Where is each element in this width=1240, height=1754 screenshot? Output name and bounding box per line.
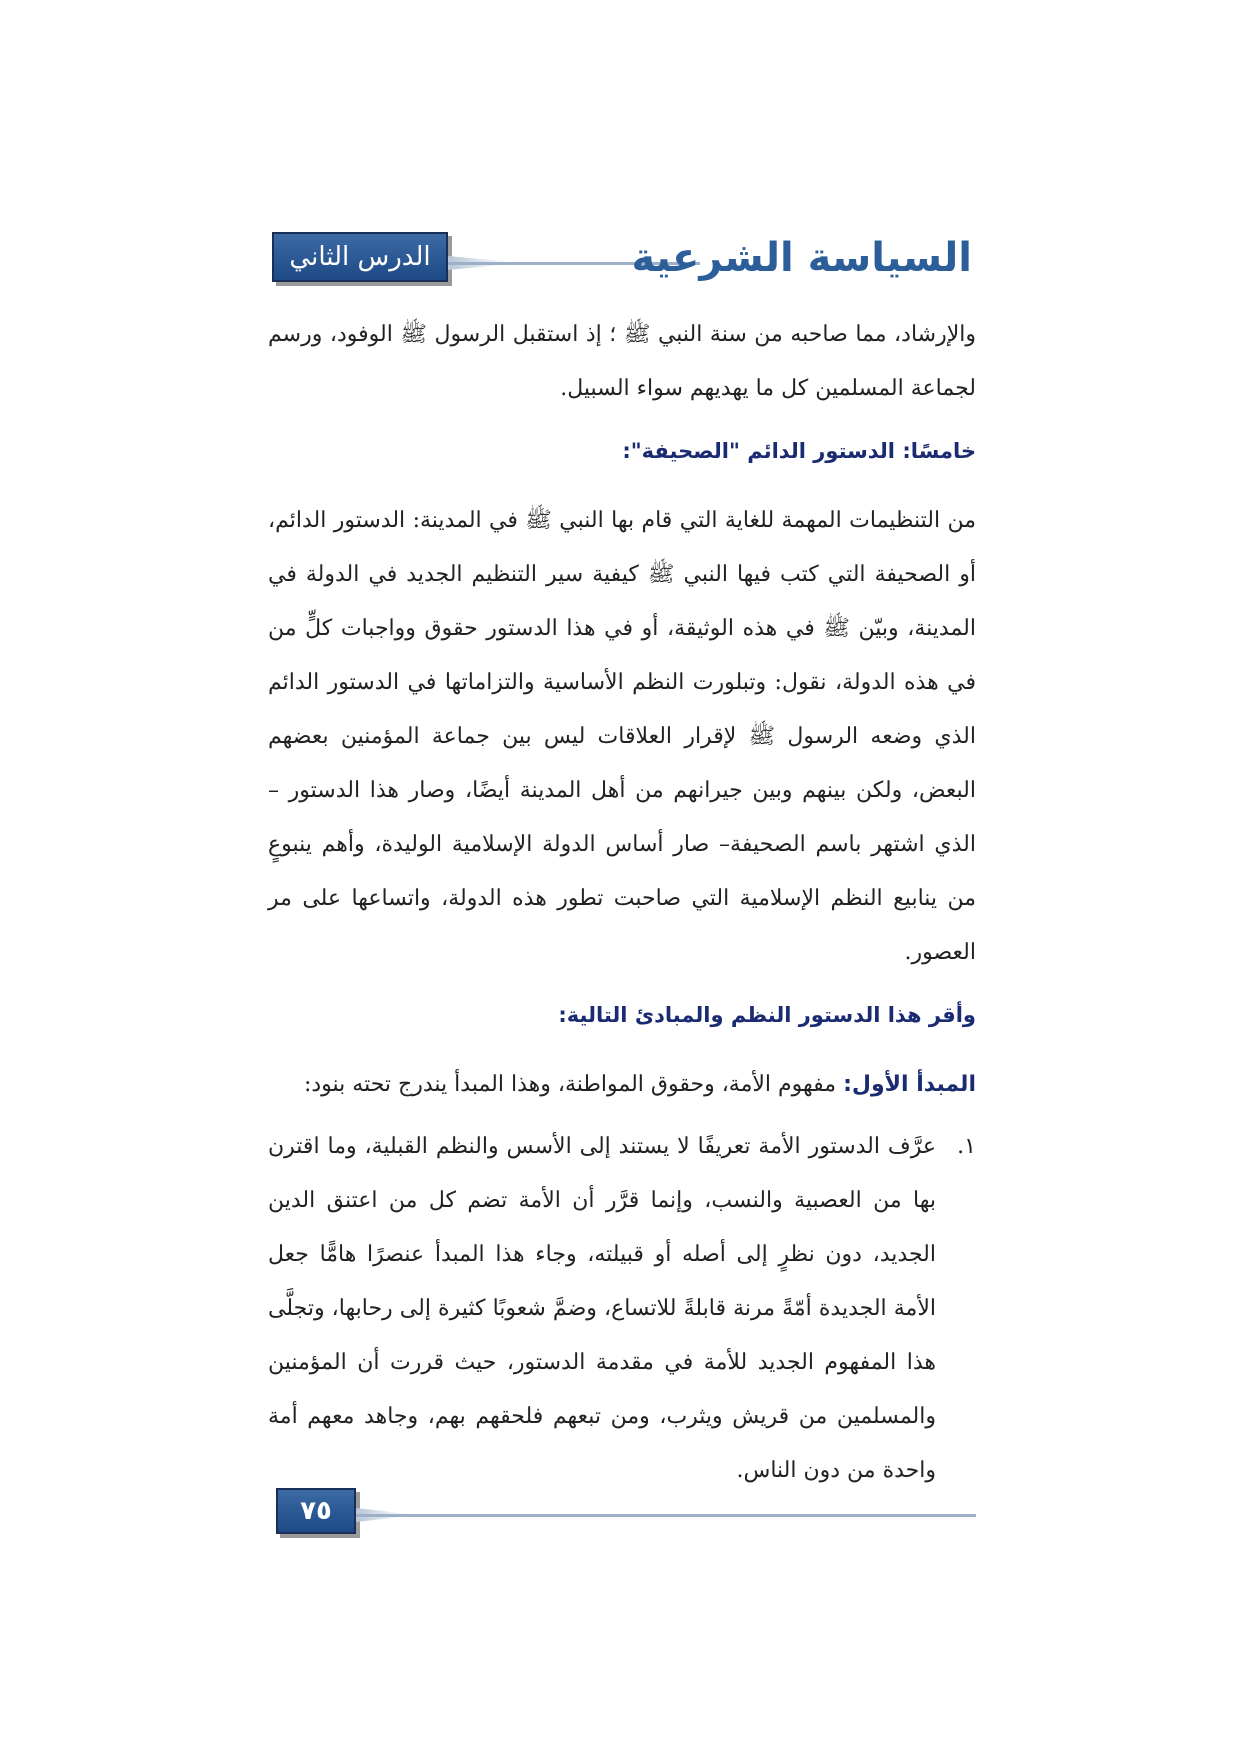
- page-number: ٧٥: [300, 1496, 332, 1526]
- item-number: ١.: [957, 1134, 976, 1159]
- page-body: [268, 308, 976, 1498]
- section-heading: خامسًا: الدستور الدائم "الصحيفة":: [622, 439, 976, 463]
- page-number-box: [276, 1488, 356, 1534]
- principles-heading: وأقر هذا الدستور النظم والمبادئ التالية:: [558, 1003, 976, 1027]
- first-principle: [268, 1058, 976, 1112]
- lesson-label: الدرس الثاني: [289, 242, 431, 272]
- list-item: [268, 1120, 976, 1498]
- footer-divider: [356, 1514, 976, 1517]
- page-header: [272, 232, 972, 288]
- section-paragraph: من التنظيمات المهمة للغاية التي قام بها النبي ﷺ في المدينة: الدستور الدائم، أو الصحيفة التي كتب فيها النبي ﷺ كيفية سير التنظيم الجديد في الدولة في المدينة، وبيّن ﷺ في هذه الوثيقة، أو في هذا الدستور حقوق وواجبات كلٍّ من في هذه الدولة، نقول: وتبلورت النظم الأساسية والتزاماتها في الدستور الدائم الذي وضعه الرسول ﷺ لإقرار العلاقات ليس بين جماعة المؤمنين بعضهم البعض، ولكن بينهم وبين جيرانهم من أهل المدينة أيضًا، وصار هذا الدستور –الذي اشتهر باسم الصحيفة– صار أساس الدولة الإسلامية الوليدة، وأهم ينبوعٍ من ينابيع النظم الإسلامية التي صاحبت تطور هذه الدولة، واتساعها على مر العصور.: [268, 508, 976, 965]
- book-title: السياسة الشرعية: [631, 235, 972, 281]
- intro-paragraph: والإرشاد، مما صاحبه من سنة النبي ﷺ ؛ إذ استقبل الرسول ﷺ الوفود، ورسم لجماعة المسلمين كل ما يهديهم سواء السبيل.: [268, 322, 976, 401]
- item-text: عرَّف الدستور الأمة تعريفًا لا يستند إلى الأسس والنظم القبلية، وما اقترن بها من العصبية والنسب، وإنما قرَّر أن الأمة تضم كل من اعتنق الدين الجديد، دون نظرٍ إلى أصله أو قبيلته، وجاء هذا المبدأ عنصرًا هامًّا جعل الأمة الجديدة أمّةً مرنة قابلةً للاتساع، وضمَّ شعوبًا كثيرة إلى رحابها، وتجلَّى هذا المفهوم الجديد للأمة في مقدمة الدستور، حيث قررت أن المؤمنين والمسلمين من قريش ويثرب، ومن تبعهم فلحقهم بهم، وجاهد معهم أمة واحدة من دون الناس.: [268, 1134, 937, 1483]
- lesson-badge: [272, 232, 448, 282]
- page-footer: [276, 1488, 976, 1536]
- first-principle-text: مفهوم الأمة، وحقوق المواطنة، وهذا المبدأ يندرج تحته بنود:: [303, 1072, 844, 1097]
- first-principle-label: المبدأ الأول:: [843, 1072, 976, 1097]
